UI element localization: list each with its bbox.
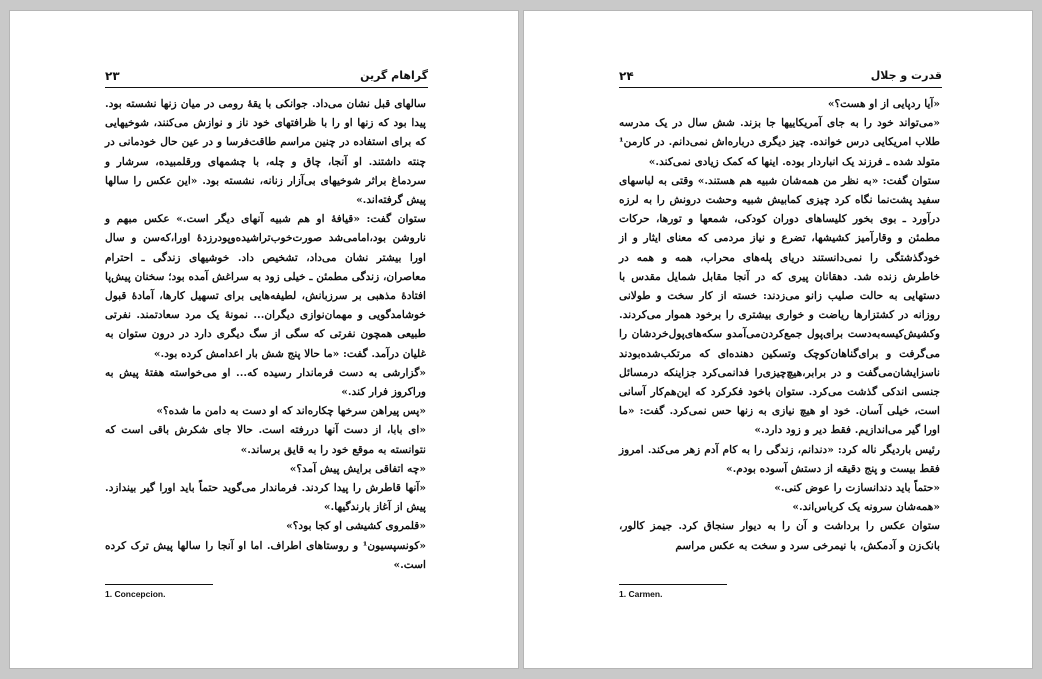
paragraph: سالهای قبل نشان می‌داد. جوانکی با یقهٔ رومی در میان زنها نشسته بود. پیدا بود که زنها او را با ظرافتهای خود ناز و نوازش می‌کنند، شوخیهایی که برای استفاده در چنین مراسم طاقت‌فرسا و در عین حال خودمانی در چنته داشتند. او آنجا، چاق و چله، با چشمهای ورقلمبیده، سرشار و سردماغ براثر شوخیهای بی‌آزار زنانه، نشسته بود. «این عکس را سالها پیش گرفته‌اند.» (105, 98, 426, 207)
footnote: 1. Concepcion. (105, 589, 166, 599)
running-title: قدرت و جلال (870, 69, 942, 82)
footnote: 1. Carmen. (619, 589, 663, 599)
paragraph: «گزارشی به دست فرماندار رسیده که... او می‌خواسته هفتهٔ پیش به وراکروز فرار کند.» (105, 366, 426, 399)
paragraph: «پس پیراهن سرخها چکاره‌اند که او دست به دامن ما شده؟» (156, 405, 426, 418)
paragraph: «همه‌شان سرونه یک کرباس‌اند.» (792, 501, 940, 514)
running-header (619, 69, 942, 88)
running-title: گراهام گرین (360, 69, 428, 82)
paragraph: «حتماً باید دندانسازت را عوض کنی.» (774, 482, 940, 495)
page-body (105, 95, 426, 575)
book-page-right (523, 10, 1033, 669)
paragraph: «کونسپسیون¹ و روستاهای اطراف. اما او آنجا را سالها پیش ترک کرده است.» (105, 539, 426, 571)
footnote-rule (105, 584, 213, 585)
paragraph: «ای بابا، از دست آنها دررفته است. حالا جای شکرش باقی است که نتوانسته به موقع خود را به قایق برساند.» (105, 424, 426, 456)
paragraph: ستوان گفت: «به نظر من همه‌شان شبیه هم هستند.» وقتی به لباسهای سفید پشت‌نما نگاه کرد چیزی کمابیش شبیه وحشت درونش را به لرزه درآورد ـ بوی بخور کلیساهای دوران کودکی، شمعها و تورها، حرکات مطمئن و وقارآمیز کشیشها، تضرع و نیاز مردمی که معنای ایثار و از خودگذشتگی را نمی‌دانستند دریای پله‌های محراب، همه و همه در خاطرش زنده شد. دهقانان پیری که در آنجا مقابل شمایل مقدس با دستهایی به حالت صلیب زانو می‌زدند: خسته از کار سخت و طولانی روزانه در کشتزارها ریاضت و خواری بیشتری را برخود هموار می‌کردند. وکشیش‌کیسه‌به‌دست برای‌پول جمع‌کردن‌می‌آمدو سکه‌های‌پول‌خردشان را می‌گرفت و برای‌گناهان‌کوچک وتسکین دهنده‌ای که مرتکب‌شده‌بودند ناسزایشان‌می‌گفت و در برابر،هیچ‌چیزی‌را فدانمی‌کرد جزاینکه درمسائل جنسی اندکی گذشت می‌کرد. ستوان باخود فکرکرد که این‌هم‌کار آسانی است، خیلی آسان. خود او هیچ نیازی به زنها حس نمی‌کرد. گفت: «ما اورا گیر می‌اندازیم. فقط دیر و زود دارد.» (619, 174, 940, 437)
paragraph: ستوان گفت: «قیافهٔ او هم شبیه آنهای دیگر است.» عکس مبهم و ناروشن بود،امامی‌شد صورت‌خوب‌تراشیده‌وپودرزدهٔ اورا،که‌سن و سال اورا بیشتر نشان می‌داد، تشخیص داد. خوشیهای زندگی ـ احترام معاصران، زندگی مطمئن ـ خیلی زود به سراغش آمده بود؛ سخنان پیش‌پا افتادهٔ مذهبی بر سرزبانش، لطیفه‌هایی برای تسهیل کارها، آمادهٔ قبول خوشامدگویی و مهمان‌نوازی دیگران... نمونهٔ یک مرد سعادتمند. نفرتی طبیعی همچون نفرتی که سگی از سگ دیگری دارد در درون ستوان به غلیان درآمد. گفت: «ما حالا پنج شش بار اعدامش کرده بود.» (105, 213, 426, 360)
paragraph: رئیس باردیگر ناله کرد: «دندانم، زندگی را به کام آدم زهر می‌کند. امروز فقط بیست و پنج دقیقه از دستش آسوده بودم.» (619, 443, 940, 475)
paragraph: ستوان عکس را برداشت و آن را به دیوار سنجاق کرد. جیمز کالور، بانک‌زن و آدمکش، با نیمرخی سرد و سخت به عکس مراسم (619, 520, 940, 552)
paragraph: «چه اتفاقی برایش پیش آمد؟» (289, 462, 426, 475)
paragraph: «قلمروی کشیشی او کجا بود؟» (286, 520, 426, 533)
paragraph: «آنها قاطرش را پیدا کردند. فرماندار می‌گوید حتماً باید اورا گیر بیندازد. پیش از آغاز بارندگیها.» (105, 482, 426, 514)
page-number: ۲۳ (105, 69, 120, 83)
paragraph: «آیا ردپایی از او هست؟» (827, 98, 940, 110)
running-header (105, 69, 428, 88)
footnote-rule (619, 584, 727, 585)
paragraph: «می‌تواند خود را به جای آمریکاییها جا بزند. شش سال در یک مدرسه طلاب امریکایی درس خوانده. چیز دیگری درباره‌اش نمی‌دانم. در کارمن¹ متولد شده ـ فرزند یک انباردار بوده. اینها که کمک زیادی نمی‌کند.» (619, 117, 940, 168)
page-body (619, 95, 940, 556)
book-page-left (9, 10, 519, 669)
page-number: ۲۴ (619, 69, 634, 83)
